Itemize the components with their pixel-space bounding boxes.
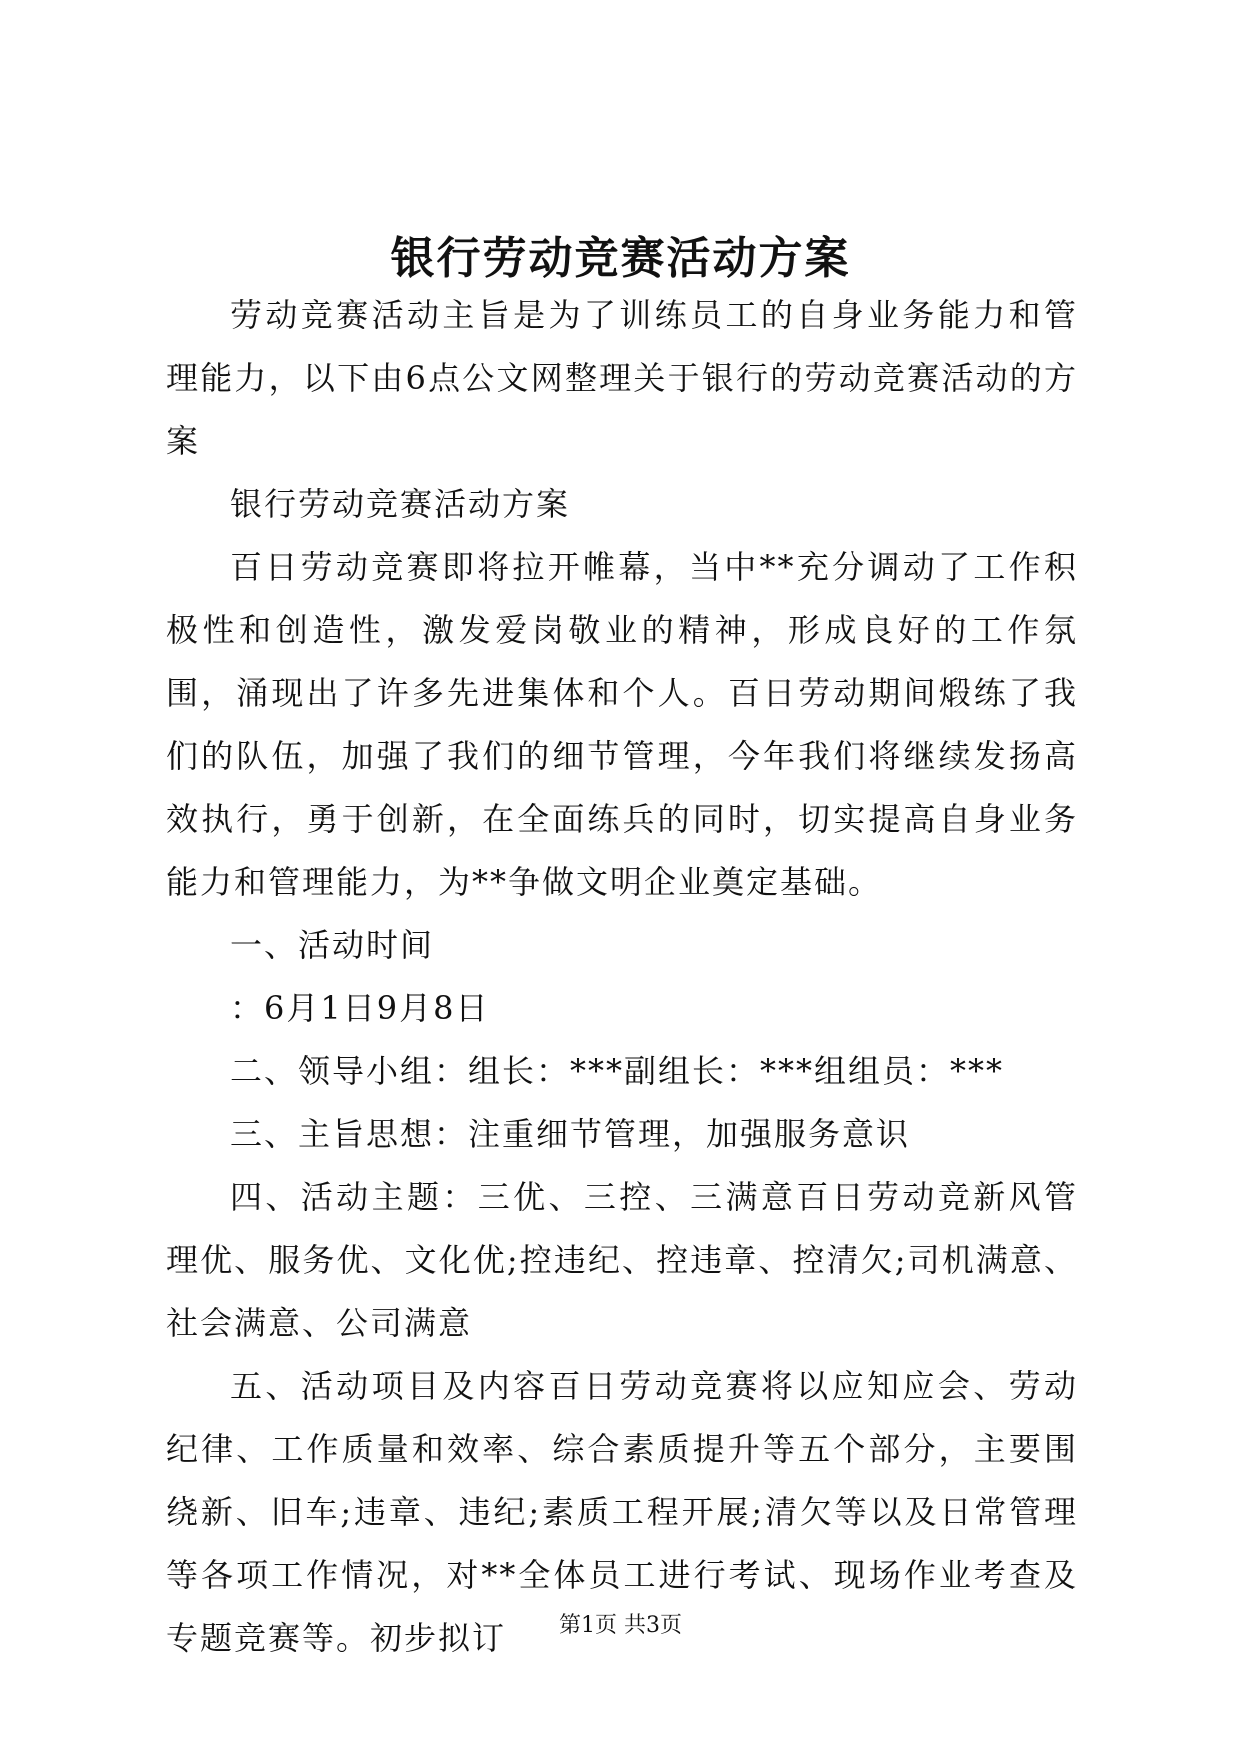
paragraph-subtitle: 银行劳动竞赛活动方案 [230,485,571,523]
page-footer: 第1页 共3页 [559,1613,682,1638]
paragraph-background: 百日劳动竞赛即将拉开帷幕，当中**充分调动了工作积极性和创造性，激发爱岗敬业的精神，形成良好的工作氛围，涌现出了许多先进集体和个人。百日劳动期间煅练了我们的队伍，加强了我们的细节管理，今年我们将继续发扬高效执行，勇于创新，在全面练兵的同时，切实提高自身业务能力和管理能力，为**争做文明企业奠定基础。 [166,548,1078,901]
section-leadership-group: 二、领导小组：组长：***副组长：***组组员：*** [230,1052,1005,1090]
paragraph-intro: 劳动竞赛活动主旨是为了训练员工的自身业务能力和管理能力，以下由6点公文网整理关于银行的劳动竞赛活动的方案 [166,296,1078,460]
document-title: 银行劳动竞赛活动方案 [390,233,851,284]
section-guiding-idea: 三、主旨思想：注重细节管理，加强服务意识 [230,1115,911,1153]
section-activity-theme: 四、活动主题：三优、三控、三满意百日劳动竞新风管理优、服务优、文化优;控违纪、控违章、控清欠;司机满意、社会满意、公司满意 [166,1178,1078,1342]
section-heading-activity-time: 一、活动时间 [230,926,435,964]
section-activity-content: 五、活动项目及内容百日劳动竞赛将以应知应会、劳动纪律、工作质量和效率、综合素质提升等五个部分，主要围绕新、旧车;违章、违纪;素质工程开展;清欠等以及日常管理等各项工作情况，对**全体员工进行考试、现场作业考查及专题竞赛等。初步拟订 [166,1367,1078,1657]
paragraph-activity-time: ：6月1日9月8日 [230,989,490,1027]
document-body [166,284,1078,1670]
